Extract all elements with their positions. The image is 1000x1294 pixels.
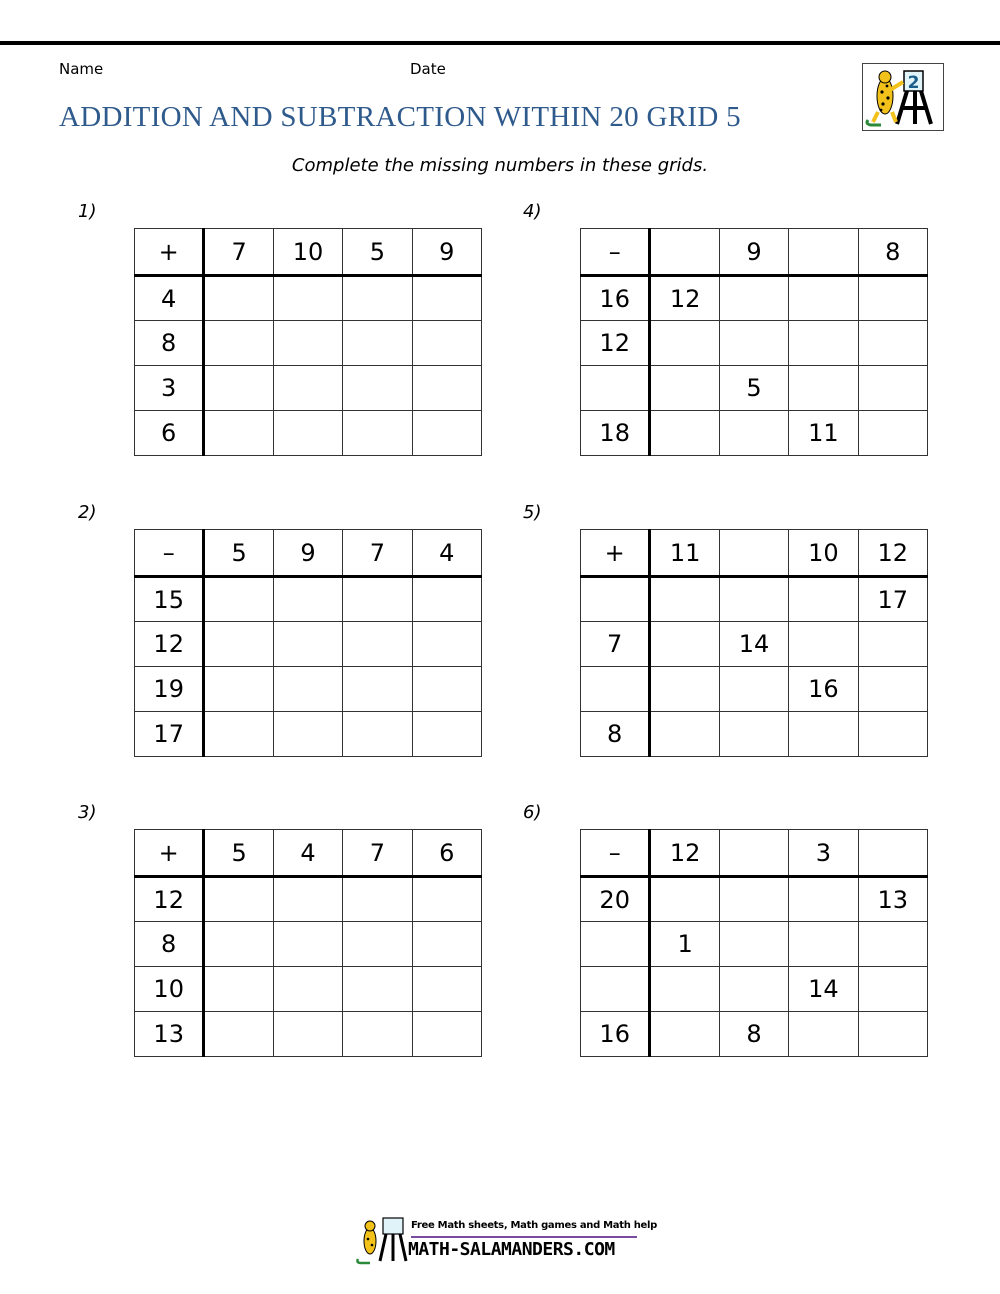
answer-cell[interactable] [858,712,927,757]
answer-cell[interactable] [343,922,412,967]
answer-cell[interactable] [273,1012,342,1057]
operator-cell: + [581,530,650,577]
answer-cell[interactable] [204,712,273,757]
answer-cell[interactable] [343,712,412,757]
answer-cell[interactable] [343,622,412,667]
answer-cell[interactable] [273,577,342,622]
row-header-cell: 7 [581,622,650,667]
column-header-cell: 3 [789,830,858,877]
grid-row [581,922,928,967]
answer-cell[interactable] [719,712,788,757]
answer-cell[interactable] [858,622,927,667]
row-header-cell: 20 [581,877,650,922]
grid-row [135,276,482,321]
answer-cell[interactable] [650,411,719,456]
column-header-cell: 7 [204,229,273,276]
answer-cell[interactable] [204,967,273,1012]
column-header-cell: 5 [204,830,273,877]
answer-cell: 16 [789,667,858,712]
grid-row [581,667,928,712]
answer-cell[interactable] [858,321,927,366]
grid-row [135,622,482,667]
answer-cell[interactable] [789,622,858,667]
column-header-cell: 6 [412,830,481,877]
answer-cell[interactable] [789,922,858,967]
answer-cell[interactable] [412,276,481,321]
footer-site: MATH-SALAMANDERS.COM [408,1239,615,1260]
column-header-cell: 4 [273,830,342,877]
row-header-cell: 8 [135,321,204,366]
answer-cell[interactable] [204,1012,273,1057]
answer-cell[interactable] [789,1012,858,1057]
footer-divider [411,1236,637,1238]
problem-label: 1) [78,201,97,222]
row-header-cell: 4 [135,276,204,321]
row-header-cell: 17 [135,712,204,757]
column-header-cell[interactable] [719,530,788,577]
column-header-cell: 9 [273,530,342,577]
answer-cell: 14 [789,967,858,1012]
row-header-cell: 12 [135,877,204,922]
answer-cell[interactable] [858,276,927,321]
grid-table [134,529,482,757]
answer-cell[interactable] [204,411,273,456]
row-header-cell: 15 [135,577,204,622]
answer-cell[interactable] [412,877,481,922]
row-header-cell: 19 [135,667,204,712]
answer-cell[interactable] [273,877,342,922]
row-header-cell[interactable] [581,366,650,411]
grade-badge: 2 [907,73,920,93]
grid-header-row [135,830,482,877]
answer-cell[interactable] [719,276,788,321]
answer-cell[interactable] [789,712,858,757]
answer-cell[interactable] [858,411,927,456]
row-header-cell[interactable] [581,577,650,622]
page-title: ADDITION AND SUBTRACTION WITHIN 20 GRID 5 [59,101,741,133]
operator-cell: – [581,830,650,877]
grid-row [581,577,928,622]
answer-cell[interactable] [650,967,719,1012]
answer-cell[interactable] [719,577,788,622]
answer-cell[interactable] [650,366,719,411]
answer-cell[interactable] [412,712,481,757]
answer-cell[interactable] [719,321,788,366]
answer-cell[interactable] [273,712,342,757]
answer-cell[interactable] [204,577,273,622]
grid-row [135,577,482,622]
answer-cell[interactable] [719,667,788,712]
answer-cell[interactable] [789,321,858,366]
row-header-cell: 12 [135,622,204,667]
grid-row [581,1012,928,1057]
name-label: Name [59,60,104,78]
operator-cell: + [135,830,204,877]
answer-cell[interactable] [204,321,273,366]
answer-cell[interactable] [650,321,719,366]
row-header-cell: 12 [581,321,650,366]
answer-cell: 12 [650,276,719,321]
answer-cell[interactable] [343,877,412,922]
column-header-cell[interactable] [789,229,858,276]
row-header-cell[interactable] [581,967,650,1012]
answer-cell[interactable] [204,622,273,667]
answer-cell[interactable] [204,366,273,411]
answer-cell[interactable] [204,877,273,922]
answer-cell[interactable] [273,366,342,411]
instructions: Complete the missing numbers in these grids. [291,155,709,176]
answer-cell[interactable] [858,922,927,967]
row-header-cell: 3 [135,366,204,411]
row-header-cell: 8 [135,922,204,967]
grid-row [135,667,482,712]
answer-cell[interactable] [650,622,719,667]
grid-row [581,622,928,667]
answer-cell: 8 [719,1012,788,1057]
operator-cell: – [581,229,650,276]
answer-cell[interactable] [204,276,273,321]
answer-cell[interactable] [789,577,858,622]
grid-header-row [135,229,482,276]
grid-row [135,922,482,967]
problem-label: 5) [523,502,542,523]
answer-cell: 13 [858,877,927,922]
answer-cell[interactable] [343,667,412,712]
column-header-cell[interactable] [650,229,719,276]
answer-cell[interactable] [343,321,412,366]
row-header-cell: 6 [135,411,204,456]
problem-label: 3) [78,802,97,823]
problem-label: 4) [523,201,542,222]
grid-row [135,967,482,1012]
answer-cell[interactable] [412,577,481,622]
row-header-cell: 16 [581,276,650,321]
column-header-cell: 5 [204,530,273,577]
answer-cell[interactable] [858,667,927,712]
footer-logo [356,1215,657,1265]
answer-cell[interactable] [858,967,927,1012]
column-header-cell: 7 [343,530,412,577]
operator-cell: – [135,530,204,577]
column-header-cell: 11 [650,530,719,577]
date-label: Date [410,60,446,78]
grid-row [581,321,928,366]
answer-cell[interactable] [412,321,481,366]
answer-cell[interactable] [412,667,481,712]
answer-cell[interactable] [412,411,481,456]
answer-cell[interactable] [412,967,481,1012]
answer-cell[interactable] [343,1012,412,1057]
answer-cell[interactable] [204,667,273,712]
column-header-cell: 12 [858,530,927,577]
answer-cell[interactable] [273,667,342,712]
grid-row [135,321,482,366]
grid-row [135,712,482,757]
row-header-cell[interactable] [581,667,650,712]
grid-header-row [581,530,928,577]
grid-row [581,712,928,757]
operator-cell: + [135,229,204,276]
problem-label: 2) [78,502,97,523]
column-header-cell[interactable] [858,830,927,877]
column-header-cell: 5 [343,229,412,276]
column-header-cell: 8 [858,229,927,276]
footer-salamander-icon [356,1215,410,1265]
problem-label: 6) [523,802,542,823]
answer-cell[interactable] [343,967,412,1012]
grid-table [580,228,928,456]
row-header-cell: 13 [135,1012,204,1057]
grid-row [581,877,928,922]
answer-cell[interactable] [650,712,719,757]
answer-cell[interactable] [650,1012,719,1057]
answer-cell[interactable] [789,366,858,411]
answer-cell[interactable] [273,321,342,366]
answer-cell[interactable] [343,276,412,321]
grid-row [581,411,928,456]
answer-cell[interactable] [273,411,342,456]
answer-cell[interactable] [789,877,858,922]
answer-cell: 1 [650,922,719,967]
grid-table [134,228,482,456]
grid-row [581,967,928,1012]
answer-cell[interactable] [412,622,481,667]
footer-tagline: Free Math sheets, Math games and Math help [411,1220,657,1231]
column-header-cell: 10 [273,229,342,276]
column-header-cell: 7 [343,830,412,877]
answer-cell: 14 [719,622,788,667]
answer-cell: 11 [789,411,858,456]
grid-row [581,276,928,321]
grid-row [135,411,482,456]
grid-header-row [581,830,928,877]
answer-cell[interactable] [412,366,481,411]
grid-table [134,829,482,1057]
grid-table [580,529,928,757]
column-header-cell: 4 [412,530,481,577]
answer-cell[interactable] [273,922,342,967]
grid-row [581,366,928,411]
answer-cell[interactable] [273,622,342,667]
column-header-cell[interactable] [719,830,788,877]
answer-cell[interactable] [650,877,719,922]
answer-cell[interactable] [719,922,788,967]
column-header-cell: 9 [412,229,481,276]
answer-cell[interactable] [719,877,788,922]
row-header-cell[interactable] [581,922,650,967]
answer-cell[interactable] [789,276,858,321]
answer-cell[interactable] [650,667,719,712]
answer-cell[interactable] [719,967,788,1012]
grid-table [580,829,928,1057]
grid-header-row [135,530,482,577]
answer-cell[interactable] [343,411,412,456]
column-header-cell: 9 [719,229,788,276]
answer-cell: 17 [858,577,927,622]
answer-cell[interactable] [412,1012,481,1057]
grid-header-row [581,229,928,276]
answer-cell[interactable] [343,577,412,622]
grid-row [135,366,482,411]
row-header-cell: 16 [581,1012,650,1057]
answer-cell[interactable] [204,922,273,967]
row-header-cell: 8 [581,712,650,757]
row-header-cell: 10 [135,967,204,1012]
answer-cell[interactable] [858,366,927,411]
answer-cell: 5 [719,366,788,411]
answer-cell[interactable] [719,411,788,456]
row-header-cell: 18 [581,411,650,456]
answer-cell[interactable] [343,366,412,411]
column-header-cell: 10 [789,530,858,577]
grid-row [135,1012,482,1057]
answer-cell[interactable] [650,577,719,622]
salamander-logo [862,63,944,131]
answer-cell[interactable] [858,1012,927,1057]
top-rule [0,41,1000,45]
answer-cell[interactable] [273,967,342,1012]
column-header-cell: 12 [650,830,719,877]
answer-cell[interactable] [412,922,481,967]
answer-cell[interactable] [273,276,342,321]
grid-row [135,877,482,922]
